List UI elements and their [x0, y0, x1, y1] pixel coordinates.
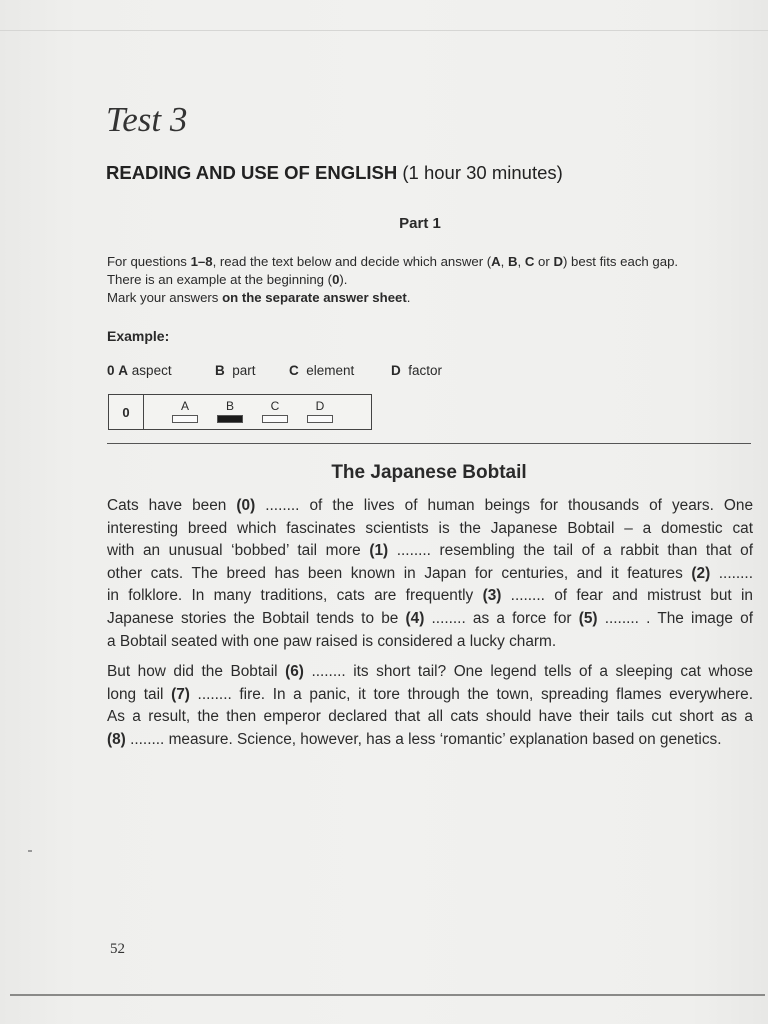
passage-text: [107, 495, 753, 760]
option-letter: A: [118, 363, 129, 378]
passage-line: [107, 661, 753, 684]
passage-paragraph: [107, 495, 753, 653]
passage-text-run: other cats. The breed has been known in Japan for centuries, and it features: [107, 564, 692, 582]
passage-line: [107, 585, 753, 608]
passage-line: [107, 563, 753, 586]
instruction-text: or: [534, 254, 554, 269]
passage-line: [107, 706, 753, 729]
answer-letter-a: A: [180, 399, 189, 413]
instruction-text: , read the text below and decide which answer (: [212, 254, 492, 269]
answer-grid-number: 0: [109, 395, 144, 429]
example-option-c: [289, 363, 354, 378]
answer-letter-d: D: [315, 399, 325, 413]
passage-title: The Japanese Bobtail: [331, 462, 527, 483]
option-letter: D: [391, 363, 401, 378]
passage-text-run: ........ of fear and mistrust but in: [501, 587, 753, 605]
passage-line: [107, 518, 753, 541]
passage-text-run: ........ as a force for: [424, 609, 579, 627]
part-title: Part 1: [399, 215, 441, 232]
passage-text-run: ........ its short tail? One legend tells of a sleeping cat whose: [303, 663, 753, 681]
answer-bubble-d[interactable]: [307, 415, 333, 423]
instruction-letter-d: D: [553, 254, 563, 269]
option-letter: B: [215, 363, 225, 378]
example-answer-grid: [108, 394, 372, 430]
instruction-line-2: [107, 271, 767, 289]
answer-bubble-b[interactable]: [217, 415, 243, 423]
bottom-edge-line: [10, 994, 765, 996]
instruction-letter-b: B: [508, 254, 518, 269]
passage-line: [107, 608, 753, 631]
instruction-line-3: [107, 289, 767, 307]
instruction-text: Mark your answers: [107, 290, 223, 305]
example-option-a: [107, 363, 172, 378]
answer-bubble-a[interactable]: [172, 415, 198, 423]
instruction-text: There is an example at the beginning (: [107, 272, 333, 287]
example-label: Example:: [107, 328, 170, 344]
instruction-letter-c: C: [524, 254, 535, 269]
gap-number: (1): [369, 542, 389, 560]
passage-text-run: ........ resembling the tail of a rabbit than that of: [388, 542, 754, 560]
passage-line: [107, 729, 753, 752]
passage-text-run: ........ measure. Science, however, has a less ‘romantic’ explanation based on genetics.: [125, 730, 722, 748]
example-number: 0: [107, 363, 115, 378]
instruction-text: ,: [517, 254, 525, 269]
top-edge-line: [0, 30, 768, 31]
answer-letter-c: C: [270, 399, 280, 413]
gap-number: (0): [236, 497, 256, 514]
page-number: 52: [110, 941, 125, 957]
gap-number: (2): [691, 564, 711, 582]
instructions: [107, 253, 767, 307]
instruction-emphasis: on the separate answer sheet: [222, 290, 407, 305]
gap-number: (8): [107, 730, 126, 748]
passage-text-run: long tail: [107, 685, 172, 703]
scan-speck: [28, 850, 32, 852]
answer-bubble-c[interactable]: [262, 415, 288, 423]
passage-paragraph: [107, 661, 753, 751]
passage-text-run: ........ . The image of: [597, 609, 753, 627]
test-title: Test 3: [106, 100, 188, 139]
passage-text-run: ........: [710, 564, 753, 582]
passage-text-run: Cats have been: [107, 497, 237, 514]
instruction-range: 1–8: [190, 254, 213, 269]
section-title: READING AND USE OF ENGLISH: [106, 162, 398, 183]
passage-text-run: ........ fire. In a panic, it tore through the town, spreading flames everywhere.: [189, 685, 753, 703]
instruction-text: ).: [339, 272, 348, 287]
passage-line: [107, 684, 753, 707]
passage-line: [107, 631, 753, 654]
passage-text-run: As a result, the then emperor declared that all cats should have their tails cut short as a: [107, 708, 753, 726]
instruction-text: ,: [500, 254, 508, 269]
instruction-text: ) best fits each gap.: [562, 254, 679, 269]
section-heading: [106, 162, 563, 184]
instruction-text: For questions: [107, 254, 191, 269]
option-text: aspect: [131, 363, 172, 378]
instruction-line-1: [107, 253, 767, 271]
passage-text-run: Japanese stories the Bobtail tends to be: [107, 609, 406, 627]
instruction-text: .: [406, 290, 411, 305]
instruction-letter-a: A: [491, 254, 501, 269]
section-divider: [107, 443, 751, 444]
passage-line: [107, 495, 753, 518]
passage-text-run: But how did the Bobtail: [107, 663, 286, 681]
gap-number: (4): [405, 609, 425, 627]
section-duration: (1 hour 30 minutes): [402, 162, 563, 183]
gap-number: (3): [482, 587, 502, 605]
gap-number: (5): [578, 609, 598, 627]
option-text: element: [306, 363, 355, 378]
gap-number: (7): [171, 685, 190, 703]
passage-text-run: a Bobtail seated with one paw raised is considered a lucky charm.: [107, 632, 557, 650]
passage-text-run: in folklore. In many traditions, cats are frequently: [107, 587, 483, 605]
option-text: part: [232, 363, 256, 378]
example-option-d: [391, 363, 442, 378]
passage-text-run: with an unusual ‘bobbed’ tail more: [107, 542, 370, 560]
option-letter: C: [289, 363, 299, 378]
example-option-b: [215, 363, 256, 378]
option-text: factor: [408, 363, 443, 378]
passage-line: [107, 540, 753, 563]
passage-text-run: interesting breed which fascinates scientists is the Japanese Bobtail – a domestic cat: [107, 519, 753, 537]
passage-text-run: ........ of the lives of human beings for thousands of years. One: [255, 497, 753, 514]
answer-letter-b: B: [225, 399, 234, 413]
instruction-example-number: 0: [332, 272, 340, 287]
gap-number: (6): [285, 663, 304, 681]
